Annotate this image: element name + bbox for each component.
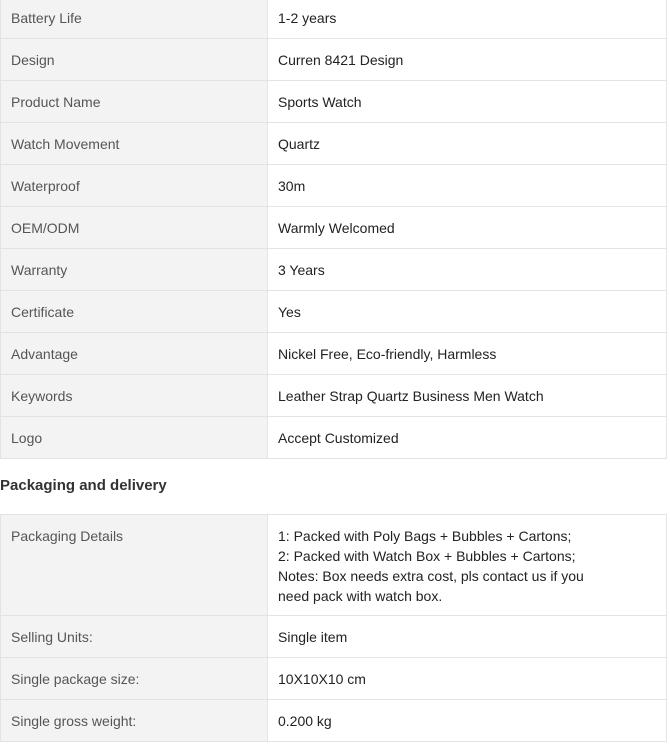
spec-value: Yes xyxy=(268,291,667,333)
spec-value: Leather Strap Quartz Business Men Watch xyxy=(268,375,667,417)
packaging-key: Selling Units: xyxy=(1,616,268,658)
spec-key: Watch Movement xyxy=(1,123,268,165)
spec-value: 3 Years xyxy=(268,249,667,291)
spec-key: Logo xyxy=(1,417,268,459)
spec-key: Certificate xyxy=(1,291,268,333)
packaging-details-value xyxy=(268,515,667,616)
table-row xyxy=(1,515,667,616)
table-row xyxy=(1,165,667,207)
table-row xyxy=(1,333,667,375)
spec-key: Design xyxy=(1,39,268,81)
table-row xyxy=(1,291,667,333)
table-row xyxy=(1,123,667,165)
spec-key: OEM/ODM xyxy=(1,207,268,249)
spec-key: Advantage xyxy=(1,333,268,375)
spec-key: Warranty xyxy=(1,249,268,291)
table-row xyxy=(1,39,667,81)
table-row xyxy=(1,207,667,249)
spec-value: 30m xyxy=(268,165,667,207)
spec-value: Warmly Welcomed xyxy=(268,207,667,249)
section-title-packaging: Packaging and delivery xyxy=(0,477,167,494)
table-row xyxy=(1,658,667,700)
packaging-value: Single item xyxy=(268,616,667,658)
packaging-value: 0.200 kg xyxy=(268,700,667,742)
packaging-details-line: 2: Packed with Watch Box + Bubbles + Cartons; xyxy=(278,548,576,564)
packaging-details-line: 1: Packed with Poly Bags + Bubbles + Cartons; xyxy=(278,528,572,544)
spec-key: Waterproof xyxy=(1,165,268,207)
spec-key: Keywords xyxy=(1,375,268,417)
table-row xyxy=(1,700,667,742)
table-row xyxy=(1,249,667,291)
spec-value: Sports Watch xyxy=(268,81,667,123)
table-row xyxy=(1,616,667,658)
packaging-details-line: need pack with watch box. xyxy=(278,588,443,604)
spec-value: Accept Customized xyxy=(268,417,667,459)
table-row xyxy=(1,0,667,39)
spec-value: 1-2 years xyxy=(268,0,667,39)
table-row xyxy=(1,81,667,123)
spec-key: Battery Life xyxy=(1,0,268,39)
table-row xyxy=(1,375,667,417)
spec-value: Quartz xyxy=(268,123,667,165)
packaging-table xyxy=(0,514,667,742)
packaging-key: Single gross weight: xyxy=(1,700,268,742)
spec-value: Nickel Free, Eco-friendly, Harmless xyxy=(268,333,667,375)
table-row xyxy=(1,417,667,459)
packaging-details-line: Notes: Box needs extra cost, pls contact us if you xyxy=(278,568,584,584)
spec-key: Product Name xyxy=(1,81,268,123)
packaging-value: 10X10X10 cm xyxy=(268,658,667,700)
packaging-details-key: Packaging Details xyxy=(1,515,268,616)
spec-value: Curren 8421 Design xyxy=(268,39,667,81)
packaging-key: Single package size: xyxy=(1,658,268,700)
